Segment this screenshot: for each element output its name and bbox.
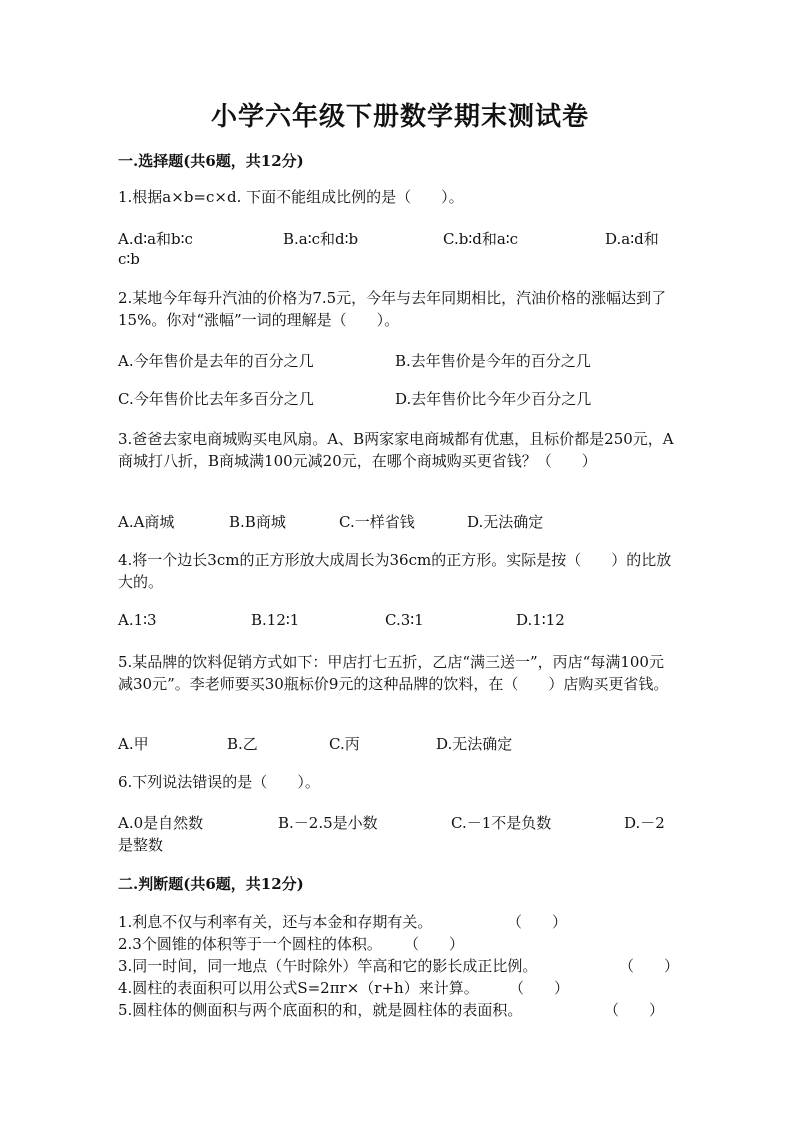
- q4-option-d[interactable]: D.1∶12: [516, 611, 565, 629]
- q4-option-b[interactable]: B.12∶1: [251, 611, 300, 629]
- q3-option-c[interactable]: C.一样省钱: [339, 513, 415, 531]
- q4-option-a[interactable]: A.1∶3: [118, 611, 157, 629]
- q2-option-b[interactable]: B.去年售价是今年的百分之几: [395, 352, 591, 370]
- judge-item-3: 3.同一时间，同一地点（午时除外）竿高和它的影长成正比例。: [118, 957, 538, 975]
- q3-option-b[interactable]: B.B商城: [229, 513, 286, 531]
- judge-item-3-answer[interactable]: （ ）: [619, 957, 680, 975]
- judge-item-2-answer[interactable]: （ ）: [404, 935, 465, 953]
- question-3: 3.爸爸去家电商城购买电风扇。A、B两家家电商城都有优惠，且标价都是250元，A商城打八折，B商城满100元减20元，在哪个商城购买更省钱？（ ）: [118, 430, 674, 470]
- q2-option-c[interactable]: C.今年售价比去年多百分之几: [118, 390, 314, 408]
- q1-option-d[interactable]: D.a∶d和: [605, 230, 659, 248]
- q5-option-d[interactable]: D.无法确定: [436, 735, 513, 753]
- question-1: 1.根据a×b=c×d. 下面不能组成比例的是（ ）。: [118, 188, 464, 206]
- question-4: 4.将一个边长3cm的正方形放大成周长为36cm的正方形。实际是按（ ）的比放大的。: [118, 551, 672, 591]
- q6-option-b[interactable]: B.－2.5是小数: [278, 814, 378, 832]
- judge-item-4-answer[interactable]: （ ）: [509, 979, 570, 997]
- judge-item-4: 4.圆柱的表面积可以用公式S=2πr×（r+h）来计算。: [118, 979, 479, 997]
- judge-item-5: 5.圆柱体的侧面积与两个底面积的和，就是圆柱体的表面积。: [118, 1001, 523, 1019]
- q6-option-d[interactable]: D.－2: [624, 814, 665, 832]
- judge-item-1: 1.利息不仅与利率有关，还与本金和存期有关。: [118, 913, 433, 931]
- question-2: 2.某地今年每升汽油的价格为7.5元，今年与去年同期相比，汽油价格的涨幅达到了15%。你对“涨幅”一词的理解是（ ）。: [118, 289, 667, 329]
- q4-option-c[interactable]: C.3∶1: [385, 611, 424, 629]
- page-title: 小学六年级下册数学期末测试卷: [210, 102, 589, 132]
- q5-option-a[interactable]: A.甲: [118, 735, 149, 753]
- q6-option-d-cont: 是整数: [118, 836, 164, 854]
- q1-option-c[interactable]: C.b∶d和a∶c: [443, 230, 519, 248]
- q6-option-a[interactable]: A.0是自然数: [118, 814, 204, 832]
- judge-item-2: 2.3个圆锥的体积等于一个圆柱的体积。: [118, 935, 382, 953]
- section-heading-judge: 二.判断题(共6题，共12分): [118, 875, 304, 893]
- q3-option-d[interactable]: D.无法确定: [467, 513, 544, 531]
- q1-option-d-cont: c∶b: [118, 250, 140, 268]
- judge-item-1-answer[interactable]: （ ）: [507, 913, 568, 931]
- section-heading-choice: 一.选择题(共6题，共12分): [118, 152, 304, 170]
- judge-item-5-answer[interactable]: （ ）: [604, 1001, 665, 1019]
- q6-option-c[interactable]: C.－1不是负数: [451, 814, 552, 832]
- q5-option-b[interactable]: B.乙: [227, 735, 258, 753]
- q2-option-a[interactable]: A.今年售价是去年的百分之几: [118, 352, 314, 370]
- q2-option-d[interactable]: D.去年售价比今年少百分之几: [395, 390, 592, 408]
- q1-option-a[interactable]: A.d∶a和b∶c: [118, 230, 193, 248]
- question-6: 6.下列说法错误的是（ ）。: [118, 773, 320, 791]
- question-5: 5.某品牌的饮料促销方式如下：甲店打七五折，乙店“满三送一”，丙店“每满100元减30元”。李老师要买30瓶标价9元的这种品牌的饮料，在（ ）店购买更省钱。: [118, 653, 669, 693]
- q1-option-b[interactable]: B.a∶c和d∶b: [283, 230, 359, 248]
- q3-option-a[interactable]: A.A商城: [118, 513, 175, 531]
- q5-option-c[interactable]: C.丙: [329, 735, 360, 753]
